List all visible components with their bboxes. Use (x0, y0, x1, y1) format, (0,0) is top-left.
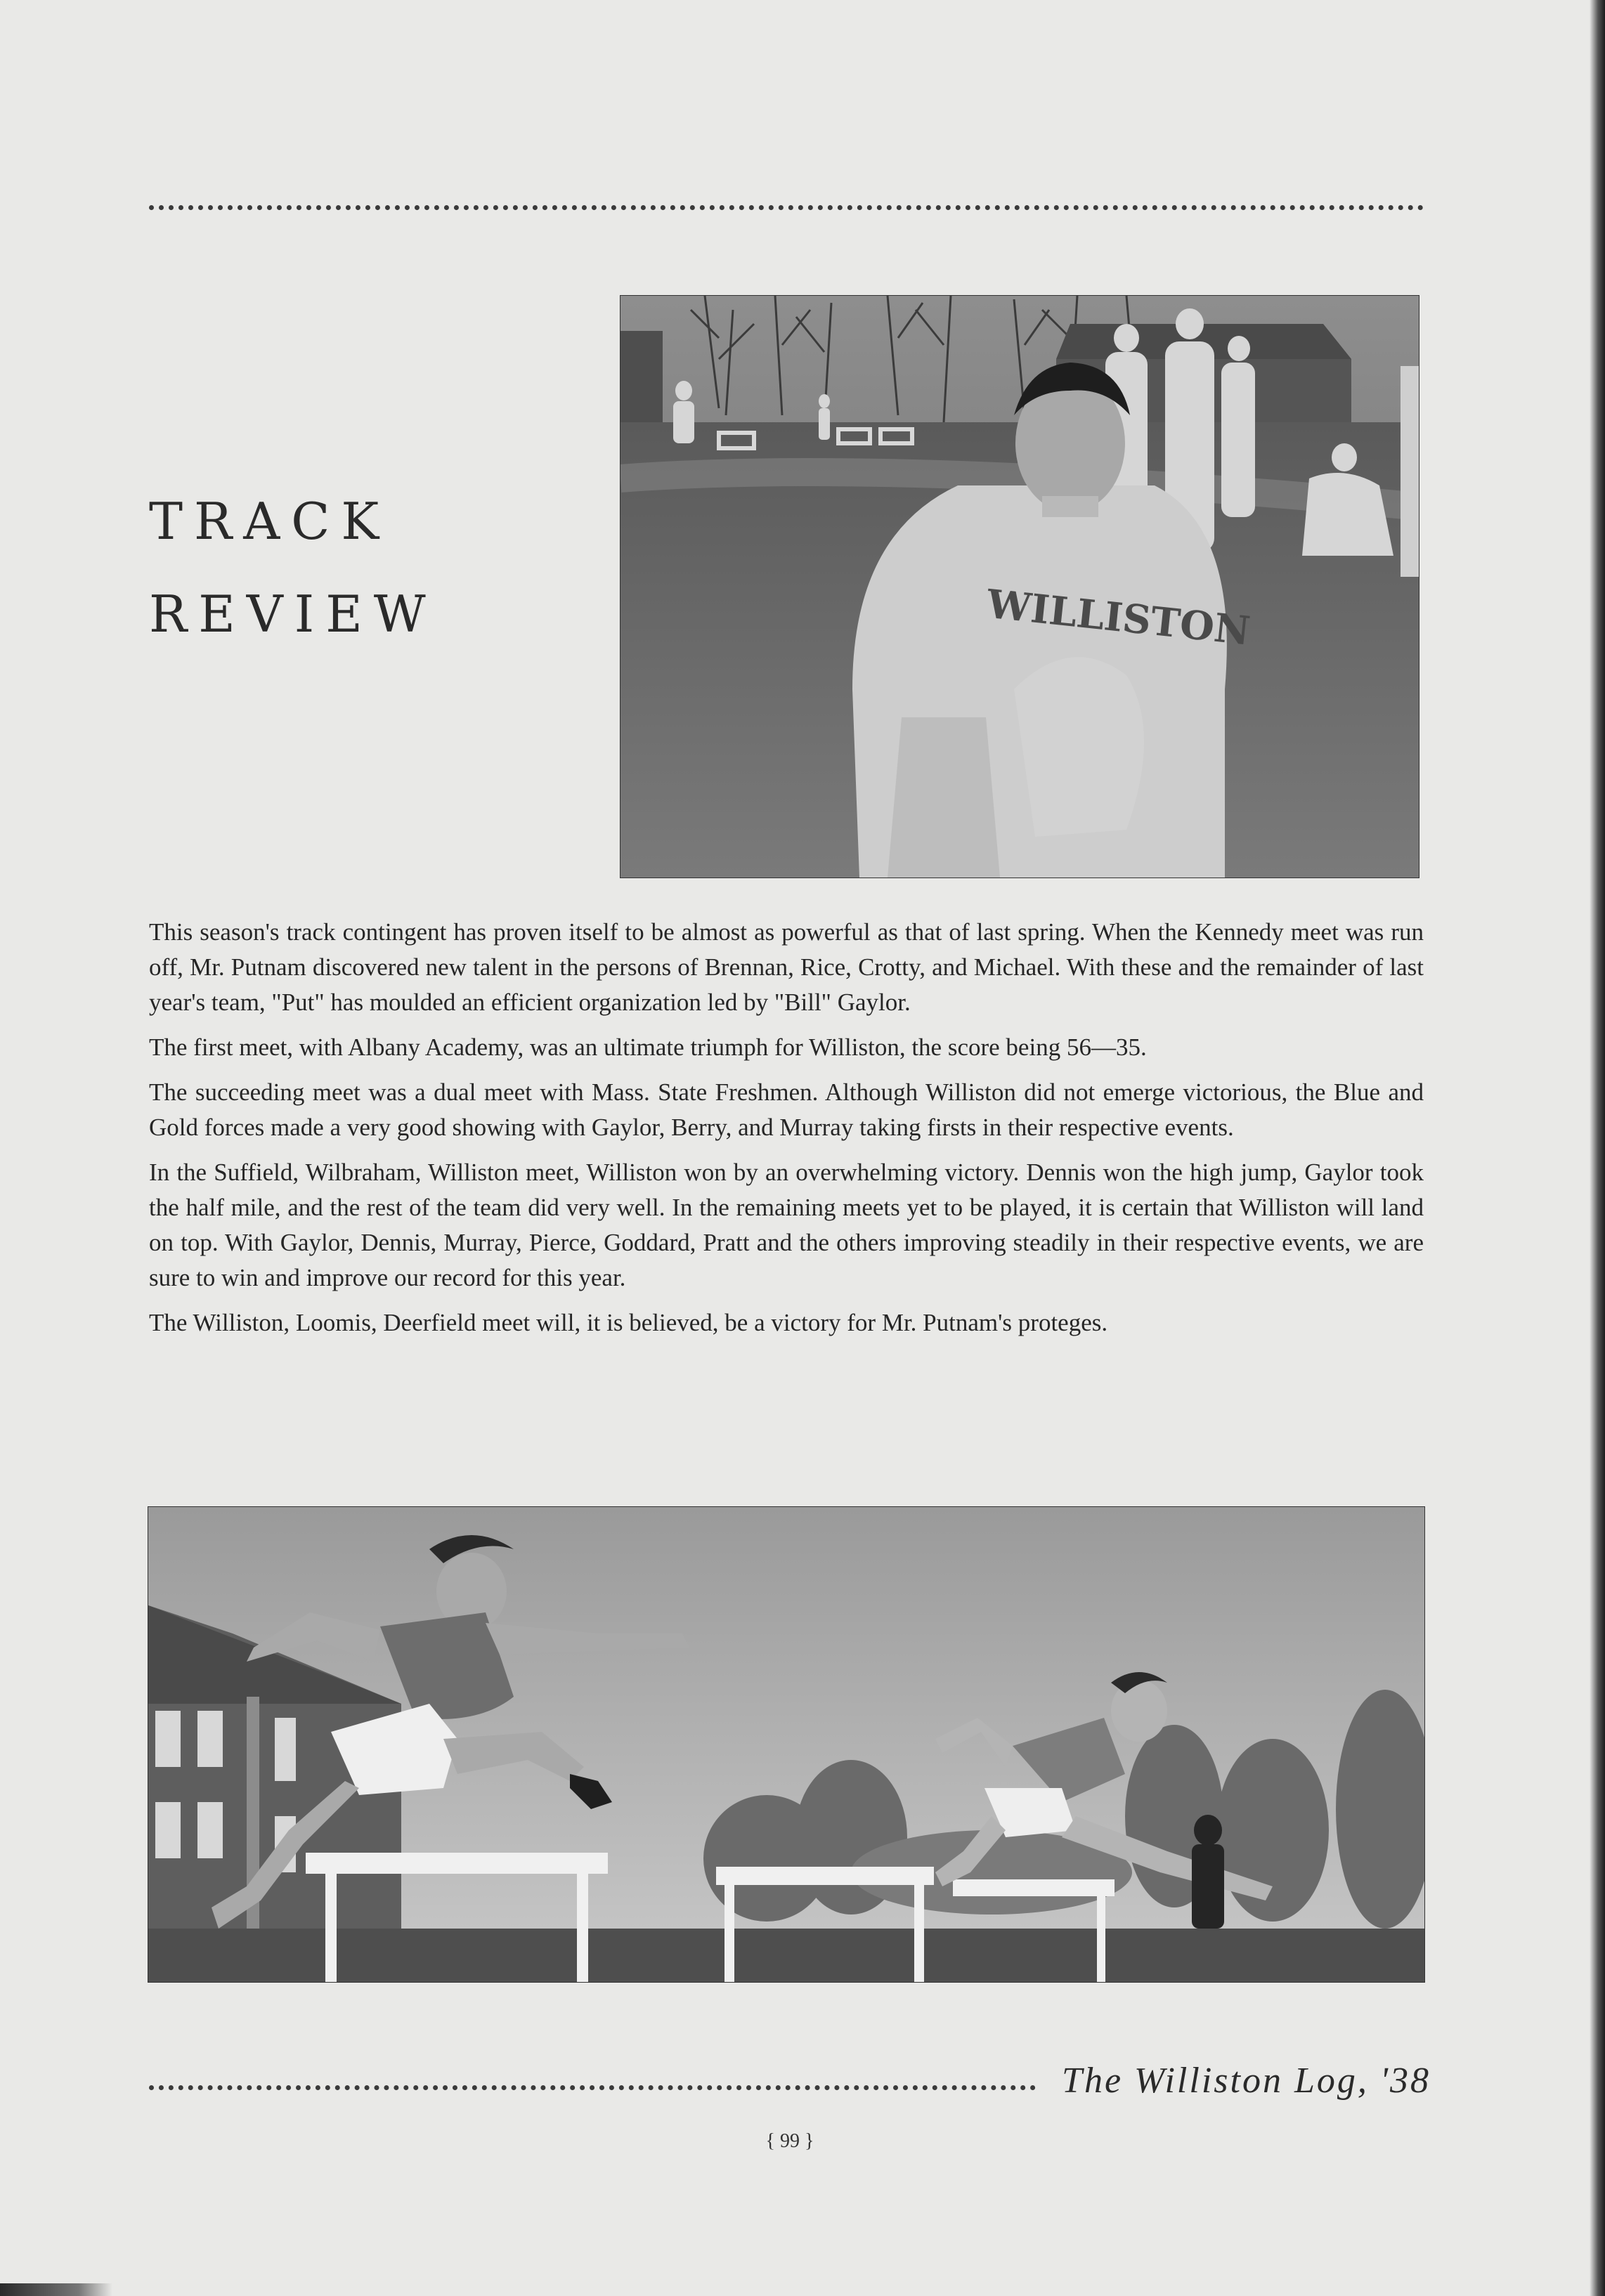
article-paragraph-1: This season's track contingent has proven itself to be almost as powerful as that of last spring. When the Kennedy meet was run off, Mr. Putnam discovered new talent in the persons of Brennan, Rice, Crotty, and Michael. With these and the remainder of last year's team, "Put" has moulded an efficient organization led by "Bill" Gaylor. (149, 918, 1424, 1016)
bottom-dotted-rule (149, 2085, 1036, 2090)
hurdlers-photo (148, 1506, 1425, 1983)
article-paragraph-5: The Williston, Loomis, Deerfield meet will, it is believed, be a victory for Mr. Putnam's proteges. (149, 1309, 1108, 1336)
section-title-line-2: REVIEW (149, 585, 437, 644)
book-spine-shadow (1590, 0, 1605, 2296)
jersey-lettering: WILLISTON (985, 580, 1253, 655)
section-title-line-1: TRACK (149, 492, 391, 551)
top-dotted-rule (149, 205, 1424, 210)
sprinter-in-crouch-photo (620, 295, 1419, 878)
article-body (149, 915, 1424, 1350)
article-paragraph-4: In the Suffield, Wilbraham, Williston meet, Williston won by an overwhelming victory. Dennis won the high jump, Gaylor took the half mile, and the rest of the team did very well. In the remaining meets yet to be played, it is certain that Williston will land on top. With Gaylor, Dennis, Murray, Pierce, Goddard, Pratt and the others improving steadily in their respective events, we are sure to win and improve our record for this year. (149, 1159, 1424, 1291)
article-paragraph-3: The succeeding meet was a dual meet with Mass. State Freshmen. Although Williston did not emerge victorious, the Blue and Gold forces made a very good showing with Gaylor, Berry, and Murray taking firsts in their respective events. (149, 1078, 1424, 1141)
publication-title: The Williston Log, '38 (1062, 2061, 1431, 2101)
article-paragraph-2: The first meet, with Albany Academy, was an ultimate triumph for Williston, the score being 56—35. (149, 1033, 1147, 1061)
page-number: { 99 } (765, 2130, 814, 2152)
page-corner-shadow (0, 2283, 112, 2296)
